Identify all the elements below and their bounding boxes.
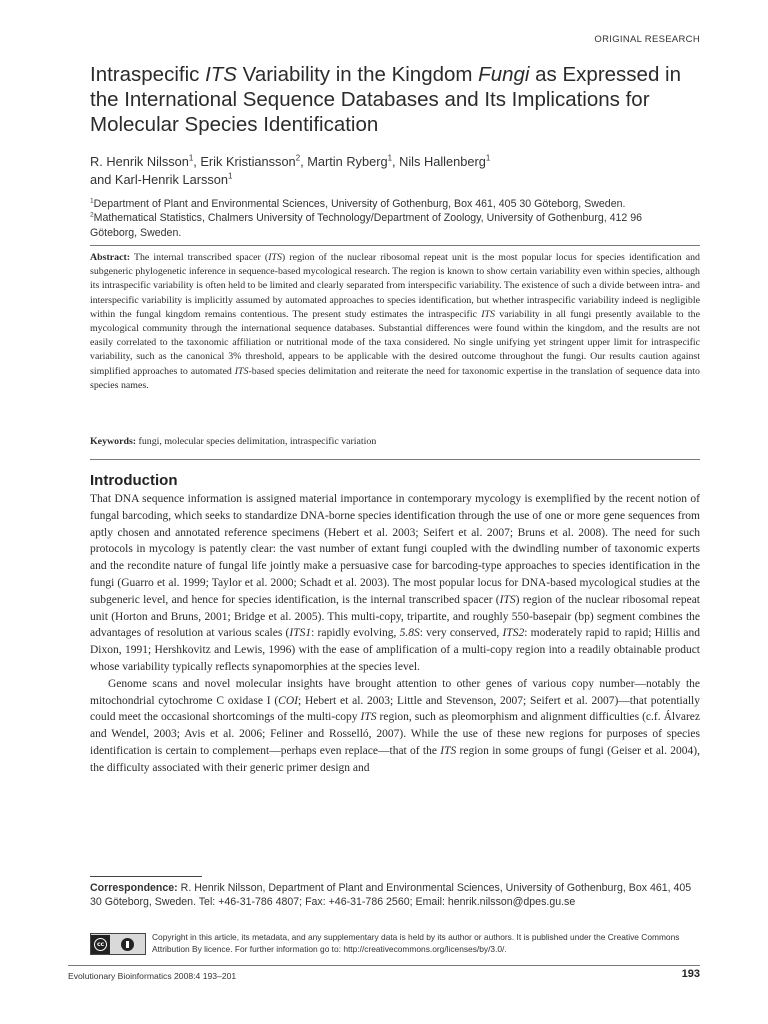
text-run: : very conserved, [419,627,503,640]
text-run: region, such as pleomorphism and alignment difficulties (c.f. Álvarez and Wendel, 2003; Avis et al. 2006; Feliner and Rosselló, 2007). While the use of these new regions for purposes of species identification is certain to complement—perhaps even replace—that of the [90,711,700,757]
abstract-text: ) region of the nuclear ribosomal repeat unit is the most popular locus for species identification and subgeneric phylogenetic inference in sequence-based mycological research. The region is known to show certain variability even within species, although its intraspecific variability is often held to be limited and clearly separated from interspecific variability. The existence of such a divide between intra- and interspecific variability is implicitly assumed by automated approaches to species identification, but whether intraspecific variability indeed is negligible within the fungal kingdom remains contentious. The present study estimates the intraspecific [90,252,700,320]
text-run: That DNA sequence information is assigned material importance in contemporary mycology is exemplified by the recent notion of fungal barcoding, which seeks to standardize DNA-borne species identification through the use of one or more gene sequences from aptly chosen and annotated reference specimens (Hebert et al. 2003; Seifert et al. 2007; Bruns et al. 2008). The need for such protocols in mycology is patently clear: the vast number of extant fungi coupled with the dwindling number of taxonomic experts and the recondite nature of fungal life jointly make a persuasive case for barcoding-type approaches to species identification in the fungi (Guarro et al. 1999; Taylor et al. 2000; Schadt et al. 2003). The most popular locus for DNA-based mycological studies at the subgeneric level, and hence for species identification, is the internal transcribed spacer ( [90,493,700,606]
text-run: : moderately rapid to rapid; Hillis and Dixon, 1991; Hershkovitz and Lewis, 1996) with the ease of amplification of a multi-copy region into a readily obtainable product whose variability typically reflects synapomorphies at the species level. [90,627,701,673]
keywords-text: fungi, molecular species delimitation, intraspecific variation [136,436,377,447]
journal-citation: Evolutionary Bioinformatics 2008:4 193–201 [68,971,237,981]
abstract-text: The internal transcribed spacer ( [130,252,269,263]
title-part: as Expressed in the International Sequence Databases and Its Implications for Molecular Species Identification [90,63,682,136]
cc-icon-glyph: cc [94,938,107,951]
text-run: region in some groups of fungi (Geiser et al. 2004), the difficulty associated with their generic primer design and [90,744,700,774]
section-tag: ORIGINAL RESEARCH [594,34,700,45]
title-part: Intraspecific [90,63,206,86]
keywords-label: Keywords: [90,436,137,447]
footer-rule [68,965,700,966]
keywords [90,435,700,449]
author-name: R. Henrik Nilsson [90,154,189,169]
abstract-italic: ITS [234,365,249,377]
author-name: , Nils Hallenberg [391,154,486,169]
paragraph [90,676,700,777]
italic-run: COI [278,694,298,707]
text-run: ; Hebert et al. 2003; Little and Stevenson, 2007; Seifert et al. 2007)—that potentially could meet the occasional shortcomings of the multi-copy [90,694,700,724]
affiliation-text: Mathematical Statistics, Chalmers University of Technology/Department of Zoology, University of Gothenburg, 412 96 Göteborg, Sweden. [90,212,643,239]
page-number: 193 [681,968,700,980]
italic-run: ITS [440,744,457,757]
section-heading-introduction: Introduction [90,472,178,489]
italic-run: 5.8S [399,627,420,640]
correspondence-text: R. Henrik Nilsson, Department of Plant and Environmental Sciences, University of Gothenburg, Box 461, 405 30 Göteborg, Sweden. Tel: +46-31-786 4807; Fax: +46-31-786 2560; Email: henrik.nilsson@dpes.gu.se [90,882,692,908]
affil-mark: 2 [90,211,94,219]
italic-run: ITS1 [289,627,312,640]
affiliations [90,197,690,240]
paragraph [90,491,700,676]
author-affil-mark: 1 [387,153,392,163]
text-run: : rapidly evolving, [311,627,400,640]
affiliation-text: Department of Plant and Environmental Sciences, University of Gothenburg, Box 461, 405 30 Göteborg, Sweden. [93,198,626,210]
abstract-italic: ITS [268,252,282,263]
cc-icon [91,935,110,954]
introduction-body [90,491,700,777]
italic-run: ITS2 [502,627,525,640]
text-run: ) region of the nuclear ribosomal repeat unit (Horton and Bruns, 2001; Bridge et al. 2005). This multi-copy, tripartite, and roughly 550-basepair (bp) segment combines the advantages of resolution at various scales ( [90,593,701,640]
author-affil-mark: 1 [485,153,491,163]
cc-license-badge [90,933,146,955]
abstract-text: variability in all fungi presently available to the mycological community through the international sequence databases. Substantial differences were found within the kingdom, and the results are not easily correlated to the taxonomic affiliation or nutritional mode of the taxa considered. No single unifying yet stringent upper limit for intraspecific variability, such as the canonical 3% threshold, appears to be applicable with the desired outcome throughout the fungi. Our results caution against simplified approaches to automated [90,308,700,377]
attribution-icon [110,938,145,951]
correspondence-label: Correspondence: [90,882,178,894]
italic-run: ITS [499,593,516,606]
author-list [90,153,690,189]
divider [90,245,700,246]
author-affil-mark: 1 [188,153,194,163]
author-name: , Martin Ryberg [300,154,388,169]
author-name: , Erik Kristiansson [193,154,296,169]
author-name: and Karl-Henrik Larsson [90,172,228,187]
abstract-italic: ITS [481,308,495,320]
italic-run: ITS [360,711,377,724]
text-run: Genome scans and novel molecular insights have brought attention to other genes of various copy number—notably the mitochondrial cytochrome C oxidase I ( [90,677,700,707]
footnote-rule [90,876,202,877]
title-italic-fungi: Fungi [478,63,530,86]
abstract-text: -based species delimitation and reiterate the need for taxonomic expertise in the translation of sequence data into species names. [90,365,700,391]
author-affil-mark: 2 [295,153,301,163]
title-italic-its: ITS [205,63,237,86]
abstract [90,251,700,393]
affil-mark: 1 [90,197,94,205]
article-title [90,62,710,137]
correspondence [90,882,702,910]
license-text: Copyright in this article, its metadata, and any supplementary data is held by its author or authors. It is published under the Creative Commons Attribution By licence. For further information go to: http://creativecommons.org/licenses/by/3.0/. [152,932,680,954]
abstract-label: Abstract: [90,252,131,263]
author-affil-mark: 1 [228,171,233,181]
divider [90,459,700,460]
title-part: Variability in the Kingdom [236,63,479,86]
